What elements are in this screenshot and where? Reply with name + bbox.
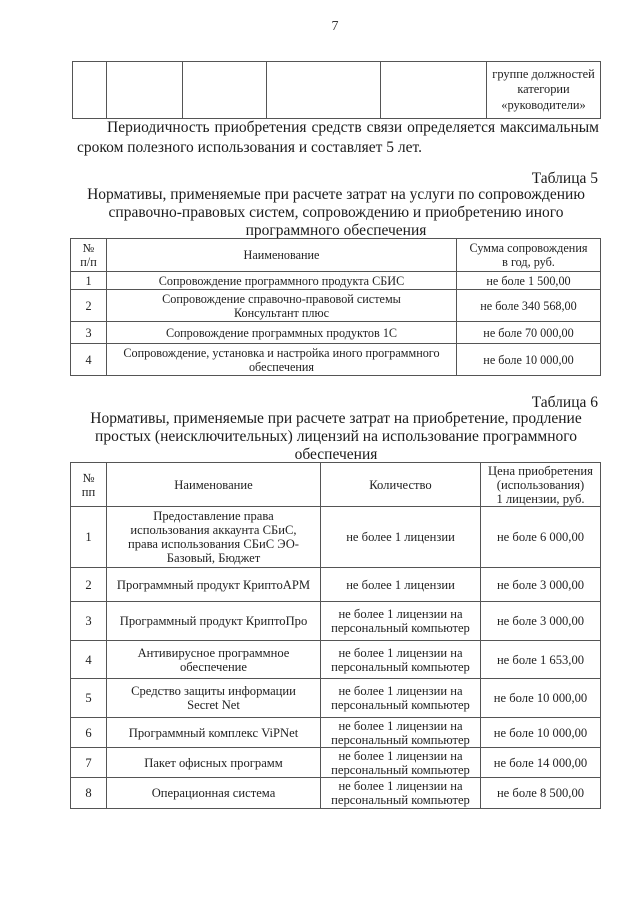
row-name: Предоставление права использования аккаунта СБиС, права использования СБиС ЭО-Базовый, Бюджет [107,507,321,568]
title-line: обеспечения [294,446,378,463]
row-price: не боле 10 000,00 [481,679,601,718]
continued-table [72,61,601,119]
category-cell [487,62,601,119]
row-sum: не боле 340 568,00 [457,290,601,322]
header-text: Сумма сопровождения [469,241,588,255]
title-line: справочно-правовых систем, сопровождению и приобретению иного [108,204,564,221]
cell-line: «руководители» [501,97,586,112]
row-qty: не более 1 лицензии на персональный компьютер [321,778,481,809]
row-price: не боле 3 000,00 [481,568,601,602]
row-name: Операционная система [107,778,321,809]
row-qty: не более 1 лицензии на персональный компьютер [321,679,481,718]
row-name: Средство защиты информации Secret Net [107,679,321,718]
table-row [71,272,601,290]
table-row [71,507,601,568]
row-qty: не более 1 лицензии на персональный компьютер [321,602,481,641]
cell-line: группе должностей [492,66,595,81]
row-name: Программный комплекс ViPNet [107,718,321,748]
empty-cell [267,62,381,119]
paragraph [77,118,599,158]
row-qty: не более 1 лицензии на персональный компьютер [321,718,481,748]
empty-cell [183,62,267,119]
row-name: Антивирусное программное обеспечение [107,641,321,679]
table5-title [72,186,600,240]
table5 [70,238,601,376]
table-header-row [71,463,601,507]
header-text: Цена приобретения [488,463,593,478]
table-row [71,322,601,344]
row-num: 4 [71,641,107,679]
row-qty: не более 1 лицензии на персональный компьютер [321,748,481,778]
row-qty: не более 1 лицензии [321,507,481,568]
table-row [71,718,601,748]
row-price: не боле 10 000,00 [481,718,601,748]
row-price: не боле 8 500,00 [481,778,601,809]
row-num: 2 [71,290,107,322]
row-name: Программный продукт КриптоПро [107,602,321,641]
table-header-row [71,239,601,272]
row-qty: не более 1 лицензии на персональный компьютер [321,641,481,679]
header-text: 1 лицензии, руб. [496,491,585,506]
title-line: Нормативы, применяемые при расчете затрат на услуги по сопровождению [87,186,585,203]
row-qty: не более 1 лицензии [321,568,481,602]
row-name: Сопровождение справочно-правовой системы Консультант плюс [107,290,457,322]
row-num: 4 [71,344,107,376]
header-text: (использования) [496,477,585,492]
header-text: п/п [80,255,97,269]
header-text: № [82,470,95,485]
row-num: 7 [71,748,107,778]
row-price: не боле 1 653,00 [481,641,601,679]
row-num: 8 [71,778,107,809]
row-name: Сопровождение, установка и настройка иного программного обеспечения [107,344,457,376]
row-price: не боле 6 000,00 [481,507,601,568]
row-num: 3 [71,322,107,344]
header-price [481,463,601,507]
paragraph-line: Периодичность приобретения средств связи определяется максимальным [107,119,599,136]
row-num: 5 [71,679,107,718]
table-row [71,568,601,602]
header-text: № [82,241,95,255]
title-line: простых (неисключительных) лицензий на использование программного [95,428,577,445]
table-row [71,748,601,778]
row-num: 1 [71,272,107,290]
header-qty: Количество [321,463,481,507]
header-text: в год, руб. [502,255,555,269]
title-line: программного обеспечения [245,222,427,239]
table-row [71,679,601,718]
row-name: Программный продукт КриптоАРМ [107,568,321,602]
row-sum: не боле 70 000,00 [457,322,601,344]
table6 [70,462,601,809]
page-number: 7 [331,19,339,34]
paragraph-line: сроком полезного использования и составляет 5 лет. [77,139,422,156]
header-name: Наименование [107,239,457,272]
row-num: 2 [71,568,107,602]
row-name: Сопровождение программного продукта СБИС [107,272,457,290]
header-sum [457,239,601,272]
row-name: Пакет офисных программ [107,748,321,778]
header-num [71,239,107,272]
empty-cell [381,62,487,119]
row-price: не боле 14 000,00 [481,748,601,778]
empty-cell [107,62,183,119]
table-row [71,641,601,679]
empty-cell [73,62,107,119]
row-sum: не боле 1 500,00 [457,272,601,290]
table-row [71,344,601,376]
table-row [71,778,601,809]
cell-line: категории [517,82,570,97]
table6-title [72,410,600,464]
row-num: 6 [71,718,107,748]
row-sum: не боле 10 000,00 [457,344,601,376]
title-line: Нормативы, применяемые при расчете затрат на приобретение, продление [90,410,582,427]
header-num [71,463,107,507]
row-num: 1 [71,507,107,568]
row-name: Сопровождение программных продуктов 1С [107,322,457,344]
header-name: Наименование [107,463,321,507]
row-price: не боле 3 000,00 [481,602,601,641]
table5-label: Таблица 5 [531,170,598,187]
table6-label: Таблица 6 [531,394,598,411]
table-row [71,290,601,322]
header-text: пп [81,484,96,499]
row-num: 3 [71,602,107,641]
table-row [71,602,601,641]
